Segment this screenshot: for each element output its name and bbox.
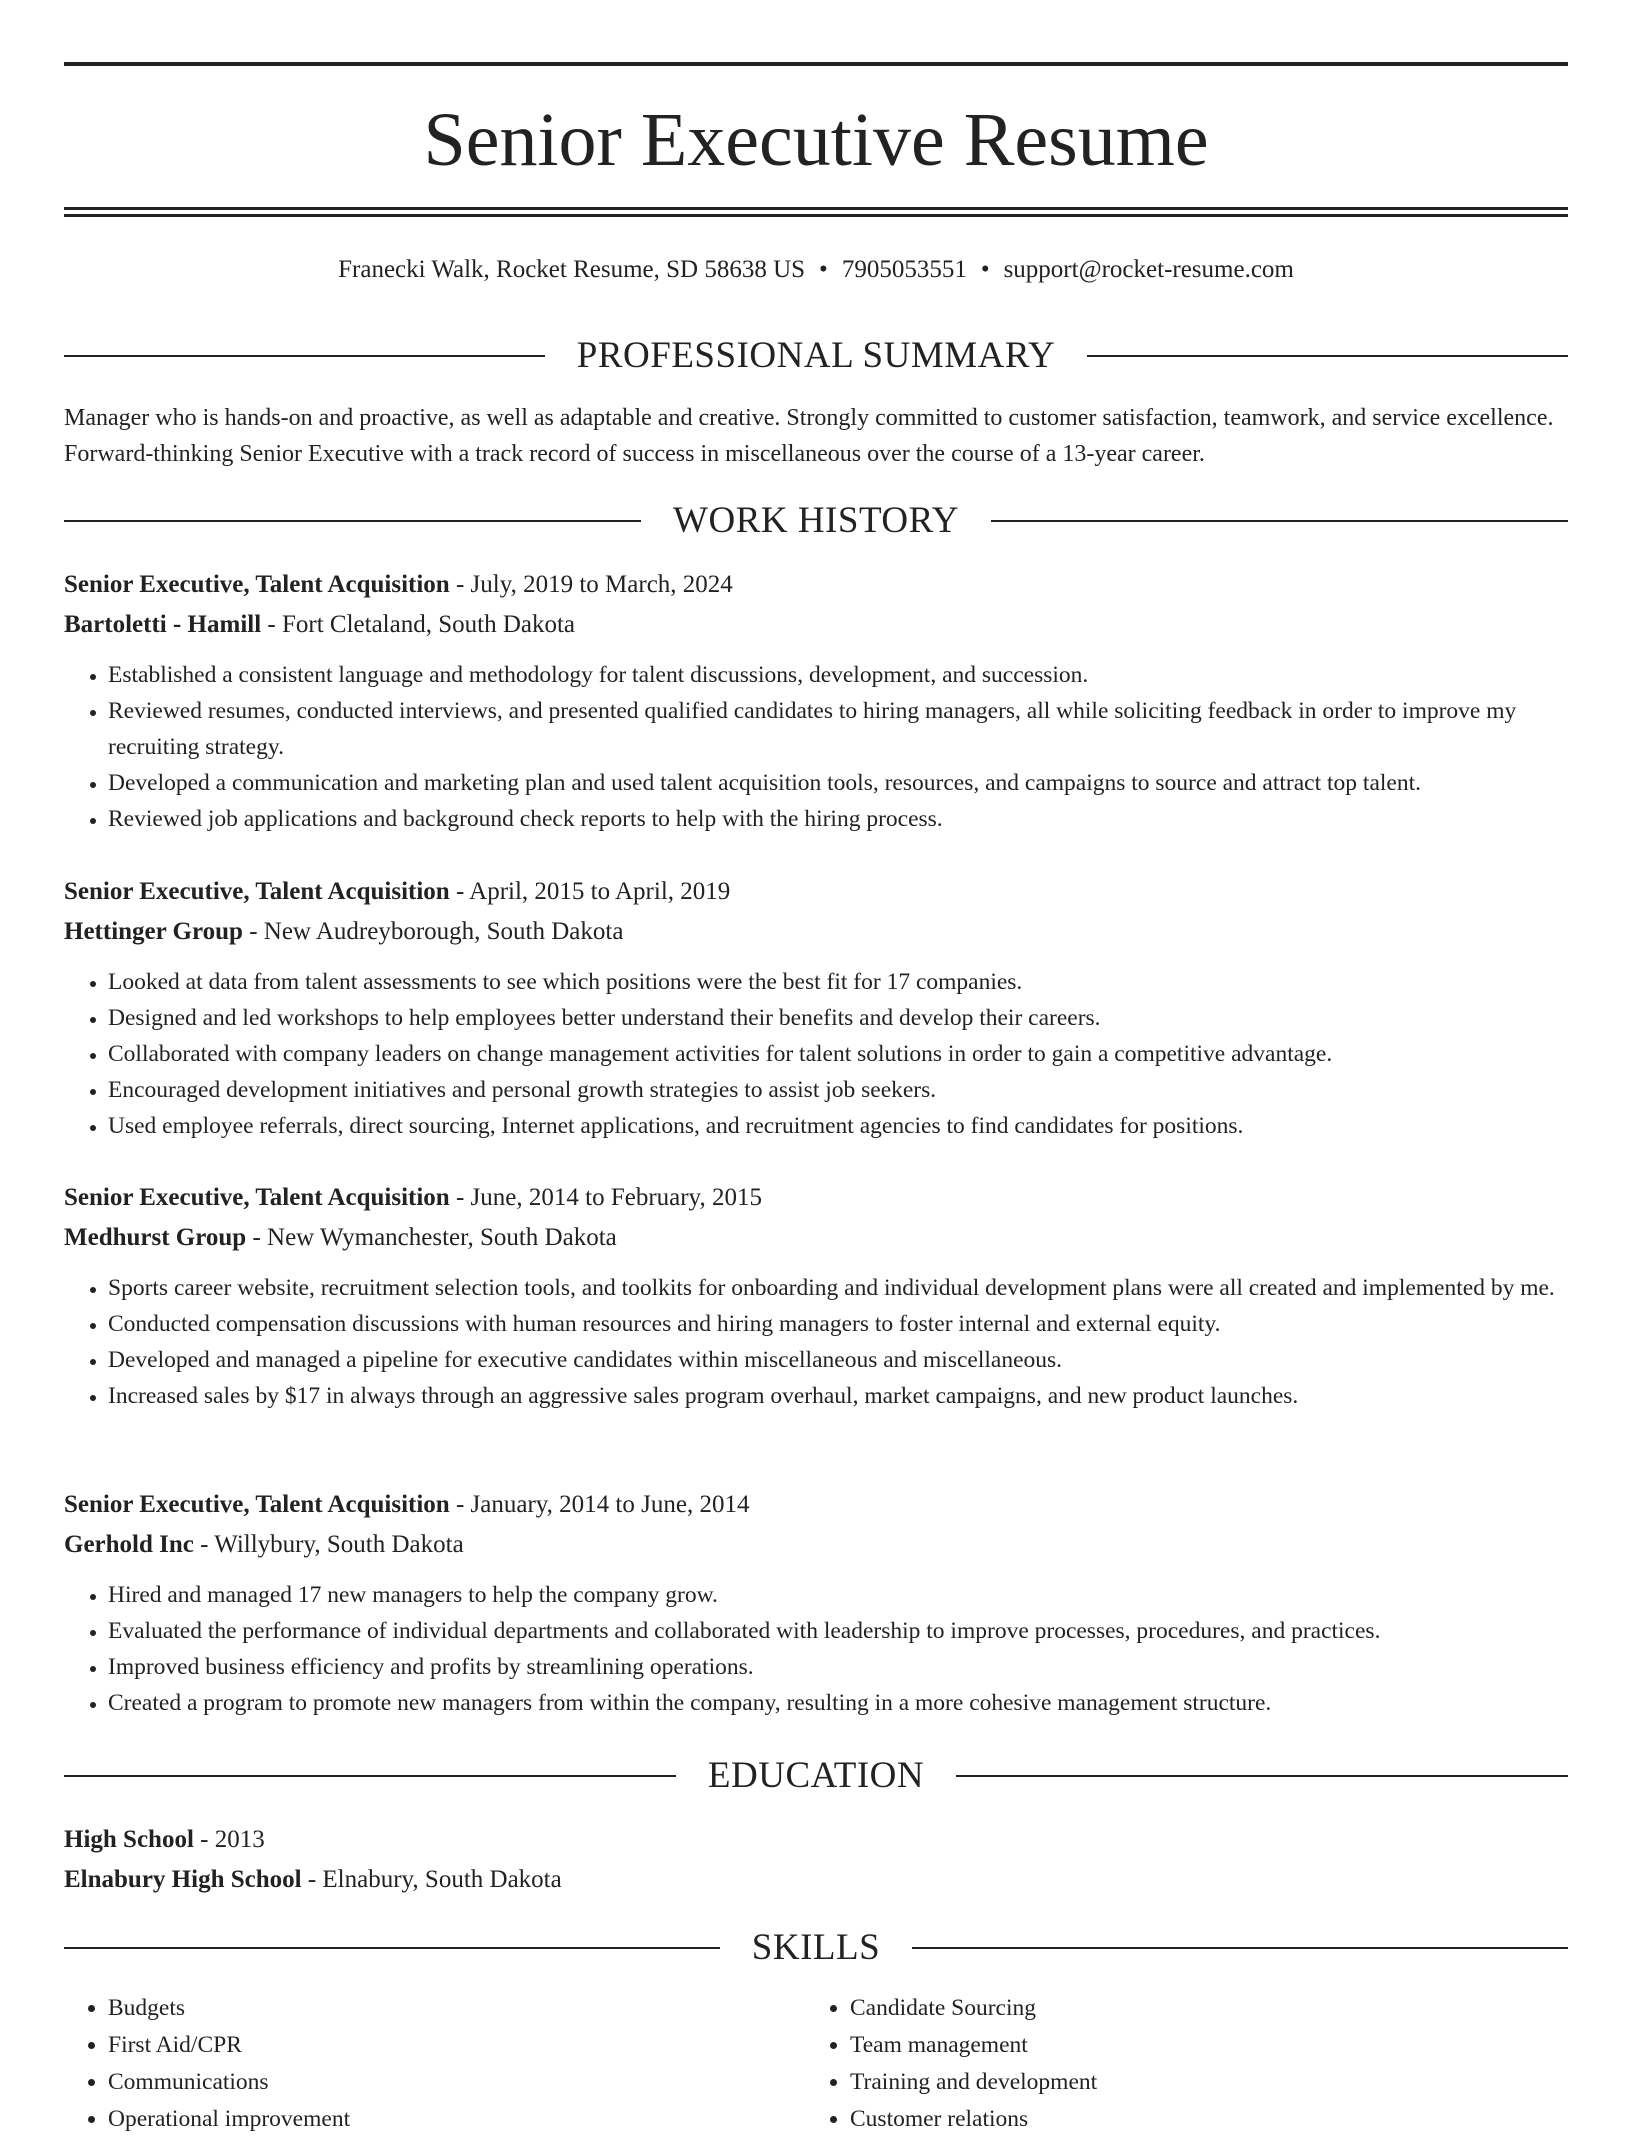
- job-dates: - June, 2014 to February, 2015: [449, 1184, 762, 1211]
- job-location: - Willybury, South Dakota: [193, 1531, 464, 1558]
- job-bullet: • Conducted compensation discussions with human resources and hiring managers to foster internal and external equity.: [108, 1306, 1568, 1342]
- heading-rule: [991, 520, 1568, 522]
- job-bullet: • Improved business efficiency and profits by streamlining operations.: [108, 1649, 1568, 1685]
- job-bullet: • Created a program to promote new managers from within the company, resulting in a more cohesive management structure.: [108, 1685, 1568, 1721]
- job-bullets: [64, 657, 1568, 837]
- section-heading-skills: [64, 1926, 1568, 1970]
- skill-item: • Communications: [108, 2064, 806, 2101]
- job-company: Gerhold Inc: [64, 1531, 194, 1558]
- job-company-line: [64, 605, 1568, 645]
- job-bullets: [64, 964, 1568, 1144]
- education-location: - Elnabury, South Dakota: [301, 1866, 562, 1893]
- job-bullet: • Increased sales by $17 in always through an aggressive sales program overhaul, market campaigns, and new product launches.: [108, 1378, 1568, 1414]
- job-bullet: • Developed and managed a pipeline for executive candidates within miscellaneous and miscellaneous.: [108, 1342, 1568, 1378]
- job-entry: [64, 1178, 1568, 1414]
- job-dates: - January, 2014 to June, 2014: [449, 1491, 750, 1518]
- job-bullet: • Hired and managed 17 new managers to help the company grow.: [108, 1577, 1568, 1613]
- skill-item: • Candidate Sourcing: [850, 1990, 1548, 2027]
- education-degree-line: [64, 1820, 1568, 1860]
- top-rule: [64, 62, 1568, 66]
- job-bullet: • Reviewed resumes, conducted interviews, and presented qualified candidates to hiring managers, all while soliciting feedback in order to improve my recruiting strategy.: [108, 693, 1568, 765]
- job-bullet: • Used employee referrals, direct sourcing, Internet applications, and recruitment agencies to find candidates for positions.: [108, 1108, 1568, 1144]
- job-bullet: • Evaluated the performance of individual departments and collaborated with leadership to improve processes, procedures, and practices.: [108, 1613, 1568, 1649]
- education-school: Elnabury High School: [64, 1866, 302, 1893]
- job-company-line: [64, 912, 1568, 952]
- job-dates: - July, 2019 to March, 2024: [449, 571, 733, 598]
- job-title-line: [64, 1178, 1568, 1218]
- skills-column-right: [806, 1990, 1548, 2138]
- job-bullet: • Looked at data from talent assessments to see which positions were the best fit for 17 companies.: [108, 964, 1568, 1000]
- heading-rule: [64, 1947, 720, 1949]
- page-title: Senior Executive Resume: [423, 98, 1209, 182]
- job-bullets: [64, 1270, 1568, 1414]
- section-title: EDUCATION: [707, 1755, 925, 1796]
- section-heading-work-history: [64, 499, 1568, 543]
- job-bullet: • Collaborated with company leaders on change management activities for talent solutions in order to gain a competitive advantage.: [108, 1036, 1568, 1072]
- job-company: Medhurst Group: [64, 1224, 247, 1251]
- job-title: Senior Executive, Talent Acquisition: [64, 1184, 450, 1211]
- job-location: - Fort Cletaland, South Dakota: [261, 611, 576, 638]
- summary-text: Manager who is hands-on and proactive, as well as adaptable and creative. Strongly committed to customer satisfaction, teamwork, and service excellence. Forward-thinking Senior Executive with a track record of success in miscellaneous over the course of a 13-year career.: [64, 405, 1554, 467]
- contact-separator: •: [819, 256, 828, 283]
- education-entry: [64, 1820, 1568, 1900]
- contact-phone: 7905053551: [841, 256, 967, 283]
- heading-rule: [912, 1947, 1568, 1949]
- job-title-line: [64, 872, 1568, 912]
- skills-list: [64, 1990, 1568, 2138]
- job-title: Senior Executive, Talent Acquisition: [64, 878, 450, 905]
- skills-column-left: [64, 1990, 806, 2138]
- section-heading-summary: [64, 334, 1568, 378]
- job-title: Senior Executive, Talent Acquisition: [64, 571, 450, 598]
- job-title-line: [64, 565, 1568, 605]
- skill-item: • Budgets: [108, 1990, 806, 2027]
- heading-rule: [64, 520, 641, 522]
- skill-item: • Team management: [850, 2027, 1548, 2064]
- heading-rule: [64, 355, 545, 357]
- section-heading-education: [64, 1754, 1568, 1798]
- contact-address: Franecki Walk, Rocket Resume, SD 58638 US: [338, 256, 806, 283]
- education-school-line: [64, 1860, 1568, 1900]
- title-double-rule: [64, 207, 1568, 217]
- contact-separator: •: [980, 256, 990, 283]
- job-location: - New Audreyborough, South Dakota: [242, 918, 624, 945]
- job-title-line: [64, 1485, 1568, 1525]
- job-bullet: • Encouraged development initiatives and personal growth strategies to assist job seekers.: [108, 1072, 1568, 1108]
- job-location: - New Wymanchester, South Dakota: [246, 1224, 617, 1251]
- job-company: Bartoletti - Hamill: [64, 611, 262, 638]
- heading-rule: [1087, 355, 1568, 357]
- section-title: WORK HISTORY: [673, 500, 959, 541]
- heading-rule: [956, 1775, 1568, 1777]
- education-degree: High School: [64, 1826, 194, 1853]
- job-entry: [64, 872, 1568, 1144]
- job-company-line: [64, 1218, 1568, 1258]
- section-title: PROFESSIONAL SUMMARY: [576, 335, 1056, 376]
- skill-item: • Customer relations: [850, 2101, 1548, 2138]
- job-company-line: [64, 1525, 1568, 1565]
- contact-email: support@rocket-resume.com: [1003, 256, 1294, 283]
- job-company: Hettinger Group: [64, 918, 243, 945]
- job-bullet: • Designed and led workshops to help employees better understand their benefits and develop their careers.: [108, 1000, 1568, 1036]
- job-bullet: • Developed a communication and marketing plan and used talent acquisition tools, resources, and campaigns to source and attract top talent.: [108, 765, 1568, 801]
- heading-rule: [64, 1775, 676, 1777]
- skill-item: • First Aid/CPR: [108, 2027, 806, 2064]
- skill-item: • Training and development: [850, 2064, 1548, 2101]
- education-year: - 2013: [193, 1826, 265, 1853]
- job-bullet: • Sports career website, recruitment selection tools, and toolkits for onboarding and individual development plans were all created and implemented by me.: [108, 1270, 1568, 1306]
- job-bullets: [64, 1577, 1568, 1721]
- contact-line: [64, 254, 1568, 286]
- job-entry: [64, 1485, 1568, 1721]
- skill-item: • Operational improvement: [108, 2101, 806, 2138]
- job-title: Senior Executive, Talent Acquisition: [64, 1491, 450, 1518]
- section-title: SKILLS: [751, 1927, 881, 1968]
- job-dates: - April, 2015 to April, 2019: [449, 878, 731, 905]
- job-bullet: • Established a consistent language and methodology for talent discussions, development, and succession.: [108, 657, 1568, 693]
- job-entry: [64, 565, 1568, 837]
- job-bullet: • Reviewed job applications and background check reports to help with the hiring process.: [108, 801, 1568, 837]
